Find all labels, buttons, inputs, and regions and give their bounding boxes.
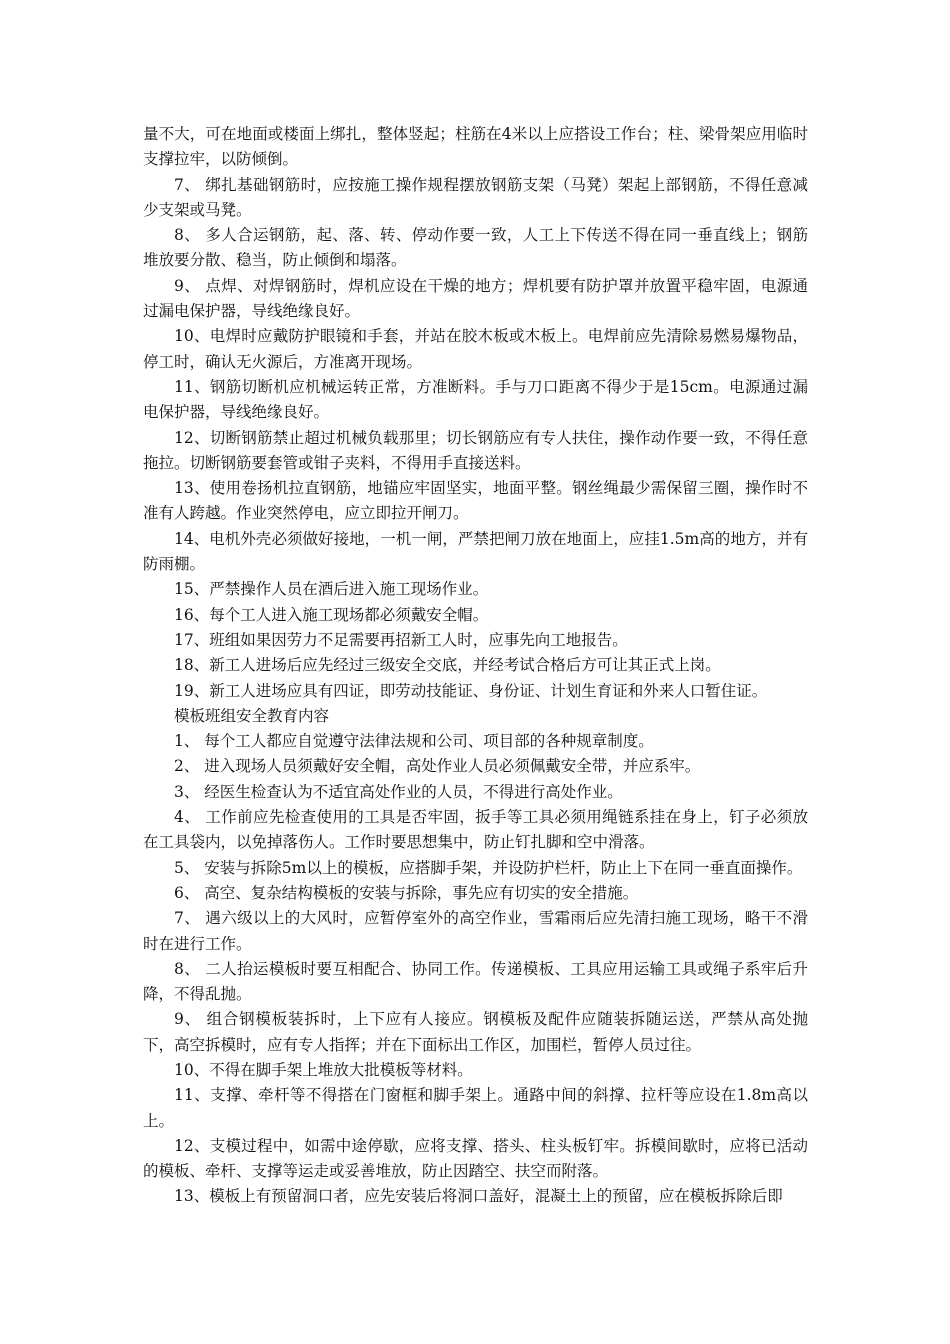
paragraph: 13、使用卷扬机拉直钢筋，地锚应牢固坚实，地面平整。钢丝绳最少需保留三圈，操作时不准有人跨越。作业突然停电，应立即拉开闸刀。: [143, 479, 808, 523]
paragraph: 12、切断钢筋禁止超过机械负载那里；切长钢筋应有专人扶住，操作动作要一致，不得任意拖拉。切断钢筋要套管或钳子夹料，不得用手直接送料。: [143, 428, 808, 472]
paragraph: 5、 安装与拆除5m以上的模板，应搭脚手架，并设防护栏杆，防止上下在同一垂直面操作。: [174, 858, 803, 877]
paragraph: 1、 每个工人都应自觉遵守法律法规和公司、项目部的各种规章制度。: [174, 732, 654, 751]
paragraph: 7、 绑扎基础钢筋时，应按施工操作规程摆放钢筋支架（马凳）架起上部钢筋，不得任意减少支架或马凳。: [143, 175, 808, 219]
paragraph: 17、班组如果因劳力不足需要再招新工人时，应事先向工地报告。: [174, 630, 628, 649]
paragraph: 6、 高空、复杂结构模板的安装与拆除，事先应有切实的安全措施。: [174, 883, 639, 902]
paragraph: 12、支模过程中，如需中途停歇，应将支撑、搭头、柱头板钉牢。拆模间歇时，应将已活动的模板、牵杆、支撑等运走或妥善堆放，防止因踏空、扶空而附落。: [143, 1136, 808, 1181]
paragraph: 15、严禁操作人员在酒后进入施工现场作业。: [174, 580, 489, 599]
paragraph: 19、新工人进场应具有四证，即劳动技能证、身份证、计划生育证和外来人口暂住证。: [174, 681, 768, 700]
paragraph: 16、每个工人进入施工现场都必须戴安全帽。: [174, 605, 489, 624]
paragraph: 量不大，可在地面或楼面上绑扎，整体竖起；柱筋在4米以上应搭设工作台；柱、梁骨架应用临时支撑拉牢，以防倾倒。: [143, 125, 808, 169]
paragraph: 14、电机外壳必须做好接地，一机一闸，严禁把闸刀放在地面上，应挂1.5m高的地方，并有防雨棚。: [143, 529, 808, 574]
paragraph: 3、 经医生检查认为不适宜高处作业的人员，不得进行高处作业。: [174, 782, 623, 801]
paragraph: 4、 工作前应先检查使用的工具是否牢固，扳手等工具必须用绳链系挂在身上，钉子必须放在工具袋内，以免掉落伤人。工作时要思想集中，防止钉扎脚和空中滑落。: [143, 808, 808, 852]
paragraph: 13、模板上有预留洞口者，应先安装后将洞口盖好，混凝土上的预留，应在模板拆除后即: [174, 1187, 783, 1206]
paragraph: 10、不得在脚手架上堆放大批模板等材料。: [174, 1060, 473, 1079]
paragraph: 9、 组合钢模板装拆时，上下应有人接应。钢模板及配件应随装拆随运送，严禁从高处抛下，高空拆模时，应有专人指挥；并在下面标出工作区，加围栏，暂停人员过往。: [143, 1010, 808, 1054]
paragraph: 11、支撑、牵杆等不得搭在门窗框和脚手架上。通路中间的斜撑、拉杆等应设在1.8m高以上。: [143, 1086, 808, 1130]
paragraph: 18、新工人进场后应先经过三级安全交底，并经考试合格后方可让其正式上岗。: [174, 656, 721, 675]
paragraph: 8、 多人合运钢筋，起、落、转、停动作要一致，人工上下传送不得在同一垂直线上；钢筋堆放要分散、稳当，防止倾倒和塌落。: [143, 226, 808, 270]
paragraph: 7、 遇六级以上的大风时，应暂停室外的高空作业，雪霜雨后应先清扫施工现场，略干不滑时在进行工作。: [143, 909, 808, 953]
paragraph: 10、电焊时应戴防护眼镜和手套，并站在胶木板或木板上。电焊前应先清除易燃易爆物品，停工时，确认无火源后，方准离开现场。: [143, 327, 808, 371]
paragraph: 11、钢筋切断机应机械运转正常，方准断料。手与刀口距离不得少于是15cm。电源通过漏电保护器，导线绝缘良好。: [143, 377, 808, 422]
section-heading: 模板班组安全教育内容: [174, 706, 330, 725]
paragraph: 8、 二人抬运模板时要互相配合、协同工作。传递模板、工具应用运输工具或绳子系牢后升降，不得乱抛。: [143, 959, 808, 1004]
paragraph: 2、 进入现场人员须戴好安全帽，高处作业人员必须佩戴安全带，并应系牢。: [174, 757, 701, 776]
paragraph: 9、 点焊、对焊钢筋时，焊机应设在干燥的地方；焊机要有防护罩并放置平稳牢固，电源通过漏电保护器，导线绝缘良好。: [143, 276, 808, 321]
document-body: [143, 122, 808, 1210]
